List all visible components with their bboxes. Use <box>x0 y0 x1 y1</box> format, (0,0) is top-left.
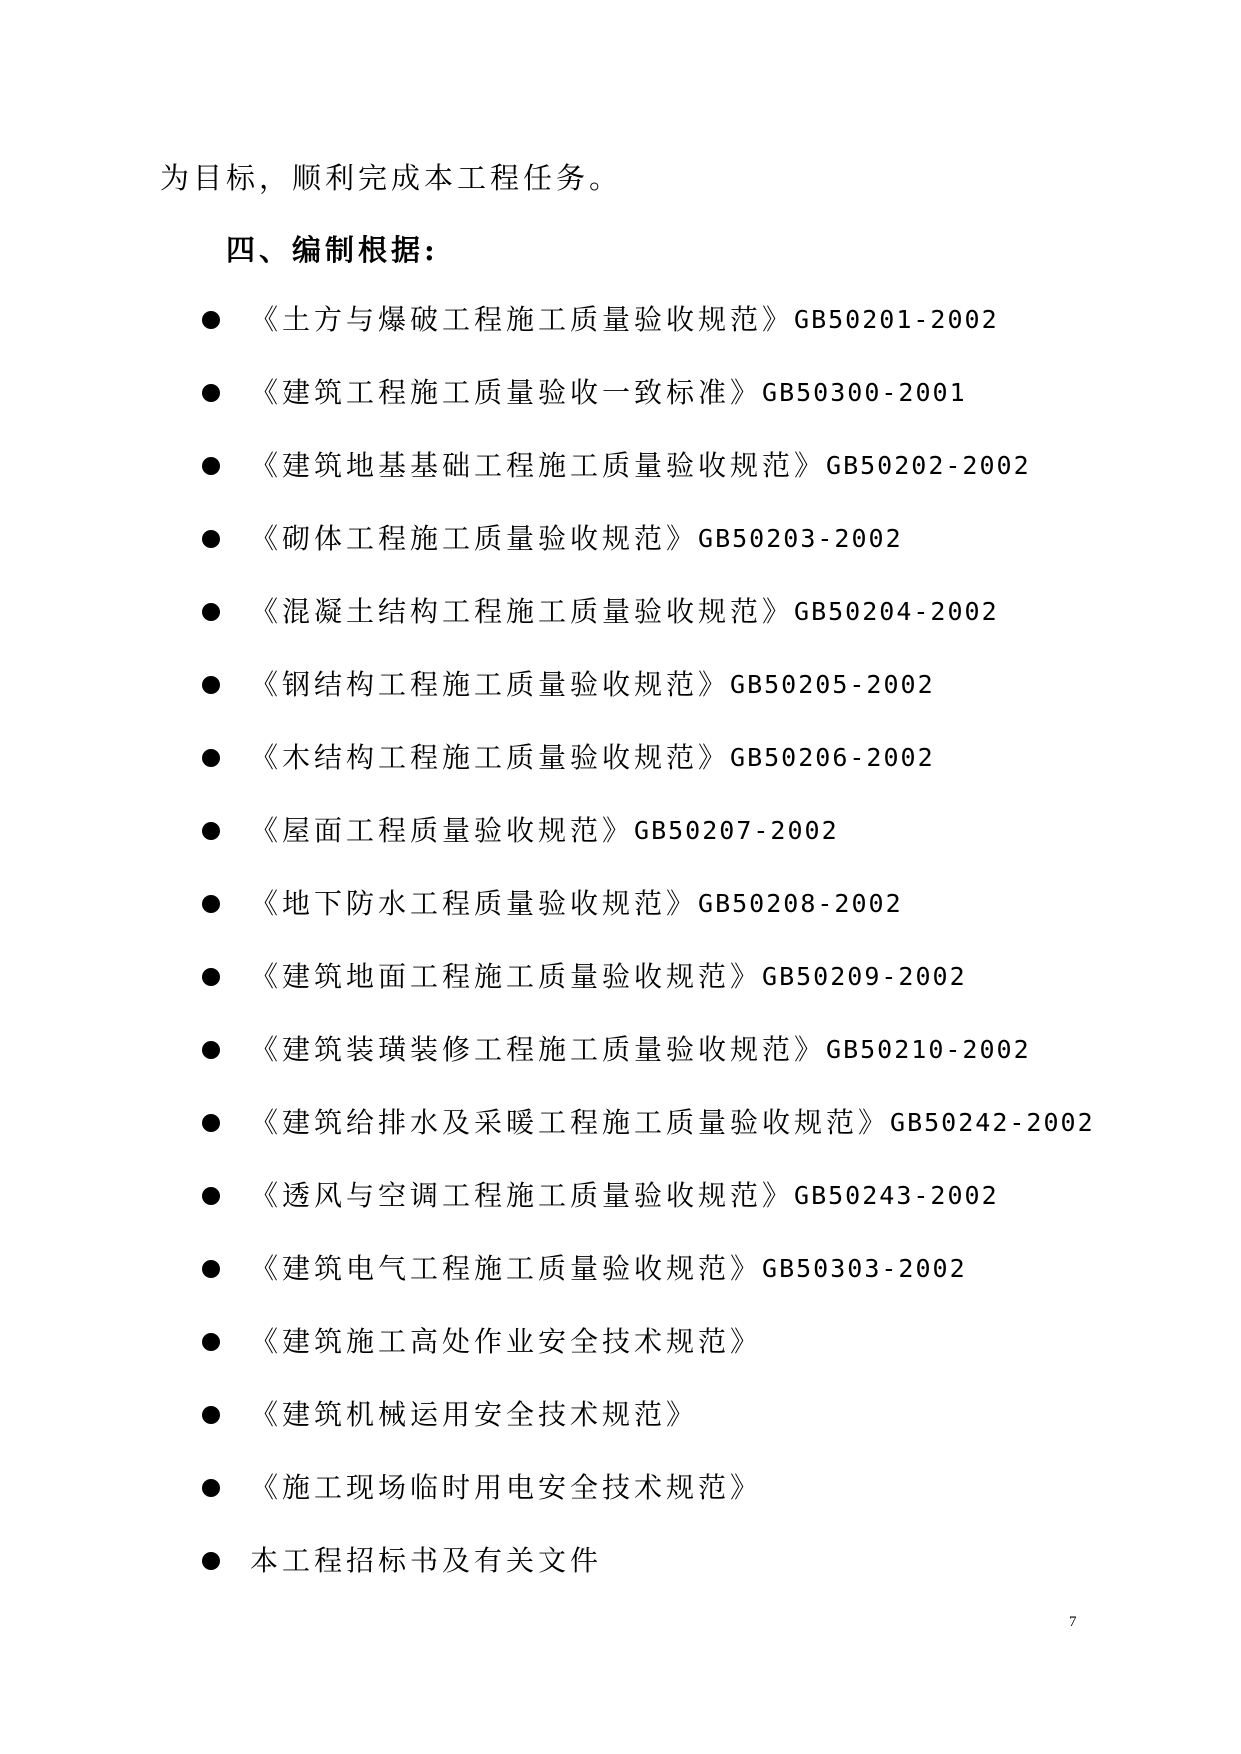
item-code: GB50207-2002 <box>634 816 839 845</box>
list-item <box>202 1541 602 1581</box>
bullet-icon <box>202 822 220 840</box>
list-item <box>202 811 839 851</box>
item-code: GB50243-2002 <box>794 1181 999 1210</box>
list-item <box>202 300 999 340</box>
list-item <box>202 592 999 632</box>
bullet-icon <box>202 1333 220 1351</box>
item-code: GB50208-2002 <box>698 889 903 918</box>
list-item <box>202 373 967 413</box>
bullet-icon <box>202 1187 220 1205</box>
item-title: 《混凝土结构工程施工质量验收规范》 <box>250 595 795 628</box>
item-title: 《建筑地面工程施工质量验收规范》 <box>250 960 763 993</box>
item-code: GB50206-2002 <box>730 743 935 772</box>
continuation-paragraph: 为目标，顺利完成本工程任务。 <box>160 161 623 195</box>
page-number: 7 <box>1069 1614 1077 1630</box>
list-item <box>202 738 935 778</box>
list-item <box>202 1322 762 1362</box>
item-title: 《建筑装璜装修工程施工质量验收规范》 <box>250 1033 827 1066</box>
item-code: GB50203-2002 <box>698 524 903 553</box>
list-item <box>202 519 903 559</box>
item-code: GB50242-2002 <box>890 1108 1095 1137</box>
list-item <box>202 1176 999 1216</box>
bullet-icon <box>202 1479 220 1497</box>
bullet-icon <box>202 1260 220 1278</box>
item-title: 《屋面工程质量验收规范》 <box>250 814 635 847</box>
item-code: GB50202-2002 <box>826 451 1031 480</box>
list-item <box>202 1249 967 1289</box>
item-title: 《土方与爆破工程施工质量验收规范》 <box>250 303 795 336</box>
item-title: 《建筑施工高处作业安全技术规范》 <box>250 1325 763 1358</box>
list-item <box>202 446 1031 486</box>
item-code: GB50204-2002 <box>794 597 999 626</box>
item-title: 《建筑给排水及采暖工程施工质量验收规范》 <box>250 1106 891 1139</box>
item-title: 《建筑机械运用安全技术规范》 <box>250 1398 699 1431</box>
list-item <box>202 1395 698 1435</box>
item-title: 《透风与空调工程施工质量验收规范》 <box>250 1179 795 1212</box>
bullet-icon <box>202 968 220 986</box>
item-title: 《建筑地基基础工程施工质量验收规范》 <box>250 449 827 482</box>
bullet-icon <box>202 457 220 475</box>
bullet-icon <box>202 1041 220 1059</box>
item-code: GB50210-2002 <box>826 1035 1031 1064</box>
item-title: 《钢结构工程施工质量验收规范》 <box>250 668 731 701</box>
bullet-icon <box>202 749 220 767</box>
bullet-icon <box>202 1406 220 1424</box>
item-code: GB50201-2002 <box>794 305 999 334</box>
item-title: 本工程招标书及有关文件 <box>250 1544 603 1577</box>
item-code: GB50209-2002 <box>762 962 967 991</box>
bullet-icon <box>202 530 220 548</box>
list-item <box>202 884 903 924</box>
list-item <box>202 1103 1095 1143</box>
list-item <box>202 1030 1031 1070</box>
item-code: GB50303-2002 <box>762 1254 967 1283</box>
item-title: 《木结构工程施工质量验收规范》 <box>250 741 731 774</box>
bullet-icon <box>202 311 220 329</box>
bullet-icon <box>202 895 220 913</box>
bullet-icon <box>202 676 220 694</box>
item-title: 《建筑工程施工质量验收一致标准》 <box>250 376 763 409</box>
item-title: 《建筑电气工程施工质量验收规范》 <box>250 1252 763 1285</box>
item-code: GB50300-2001 <box>762 378 967 407</box>
bullet-icon <box>202 603 220 621</box>
list-item <box>202 665 935 705</box>
bullet-icon <box>202 384 220 402</box>
section-heading: 四、编制根据: <box>226 233 439 267</box>
bullet-icon <box>202 1552 220 1570</box>
list-item <box>202 1468 762 1508</box>
bullet-icon <box>202 1114 220 1132</box>
item-title: 《施工现场临时用电安全技术规范》 <box>250 1471 763 1504</box>
item-title: 《地下防水工程质量验收规范》 <box>250 887 699 920</box>
list-item <box>202 957 967 997</box>
item-title: 《砌体工程施工质量验收规范》 <box>250 522 699 555</box>
item-code: GB50205-2002 <box>730 670 935 699</box>
